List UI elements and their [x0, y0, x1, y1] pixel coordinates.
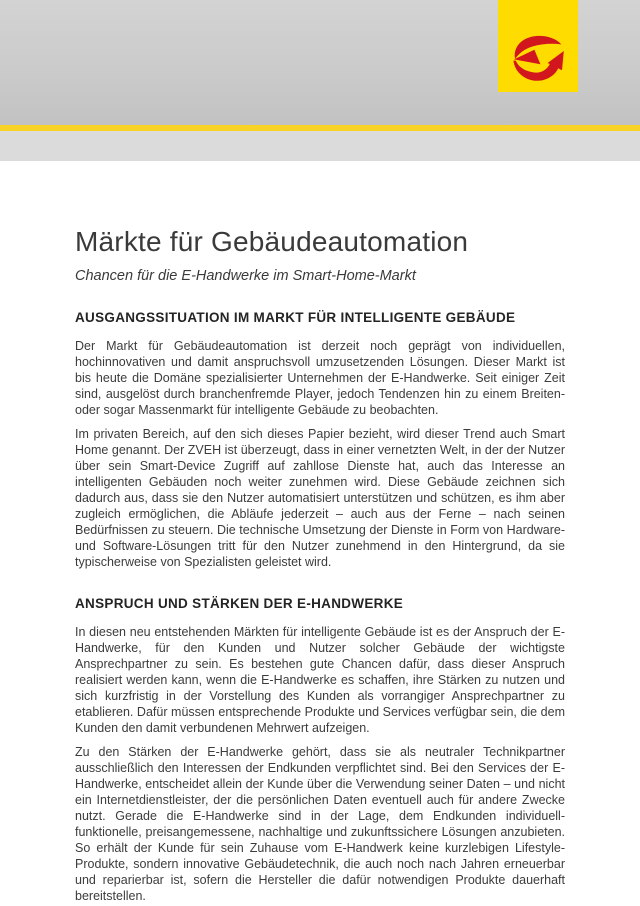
e-handwerk-logo-icon	[505, 27, 571, 87]
page-header	[0, 0, 640, 125]
paragraph-2: Im privaten Bereich, auf den sich dieses Papier bezieht, wird dieser Trend auch Smart Home genannt. Der ZVEH ist überzeugt, dass in einer vernetzten Welt, in der der Nutzer über sein Smart-Device Zugriff auf zahllose Dienste hat, auch das Interesse an intelligenten Gebäuden noch weiter zunehmen wird. Diese Gebäude zeichnen sich dadurch aus, dass sie den Nutzer automatisiert unterstützen und schützen, es ihm aber zugleich ermöglichen, die Abläufe jederzeit – auch aus der Ferne – nach seinen Bedürfnissen zu steuern. Die technische Umsetzung der Dienste in Form von Hardware- und Software-Lösungen tritt für den Nutzer zunehmend in den Hintergrund, da sie typischerweise von Spezialisten geleistet wird.	[75, 427, 565, 569]
section-anspruch-staerken	[75, 596, 565, 904]
page-subtitle: Chancen für die E-Handwerke im Smart-Home-Markt	[75, 268, 416, 284]
paragraph-4: Zu den Stärken der E-Handwerke gehört, dass sie als neutraler Technikpartner ausschließlich den Interessen der Endkunden verpflichtet sind. Bei den Services der E-Handwerke, entscheidet allein der Kunde über die Verwendung seiner Daten – und nicht ein Internetdienstleister, der die persönlichen Daten eventuell auch für andere Zwecke nutzt. Gerade die E-Handwerke sind in der Lage, dem Endkunden individuell-funktionelle, preisangemessene, nachhaltige und zukunftssichere Lösungen anzubieten. So erhält der Kunde für sein Zuhause vom E-Handwerk keine kurzlebigen Lifestyle-Produkte, sondern innovative Gebäudetechnik, die auch noch nach Jahren erneuerbar und reparierbar ist, sofern die Hersteller die dafür notwendigen Produkte dauerhaft bereitstellen.	[75, 745, 565, 903]
paragraph-3: In diesen neu entstehenden Märkten für intelligente Gebäude ist es der Anspruch der E-Handwerke, für den Kunden und Nutzer solcher Gebäude der wichtigste Ansprechpartner zu sein. Es bestehen gute Chancen dafür, dass dieser Anspruch realisiert werden kann, wenn die E-Handwerke es schaffen, ihre Stärken zu nutzen und sich kurzfristig in der Vorstellung des Kunden als vorrangiger Ansprechpartner zu etablieren. Dafür müssen entsprechende Produkte und Services verfügbar sein, die dem Kunden den damit verbundenen Mehrwert aufzeigen.	[75, 625, 565, 735]
section-ausgangssituation	[75, 310, 565, 570]
logo-block	[498, 0, 578, 92]
document-content	[0, 161, 640, 904]
section-heading-anspruch: ANSPRUCH UND STÄRKEN DER E-HANDWERKE	[75, 596, 404, 611]
paragraph-1: Der Markt für Gebäudeautomation ist derzeit noch geprägt von individuellen, hochinnovativen und damit anspruchsvoll umzusetzenden Lösungen. Dieser Markt ist bis heute die Domäne spezialisierter Unternehmen der E-Handwerke. Seit einiger Zeit sind, ausgelöst durch branchenfremde Player, jedoch Tendenzen hin zu einem Breiten- oder sogar Massenmarkt für intelligente Gebäude zu beobachten.	[75, 339, 565, 417]
header-gray-subband	[0, 131, 640, 161]
page-title: Märkte für Gebäudeautomation	[75, 226, 469, 257]
section-heading-ausgangssituation: AUSGANGSSITUATION IM MARKT FÜR INTELLIGENTE GEBÄUDE	[75, 310, 516, 325]
